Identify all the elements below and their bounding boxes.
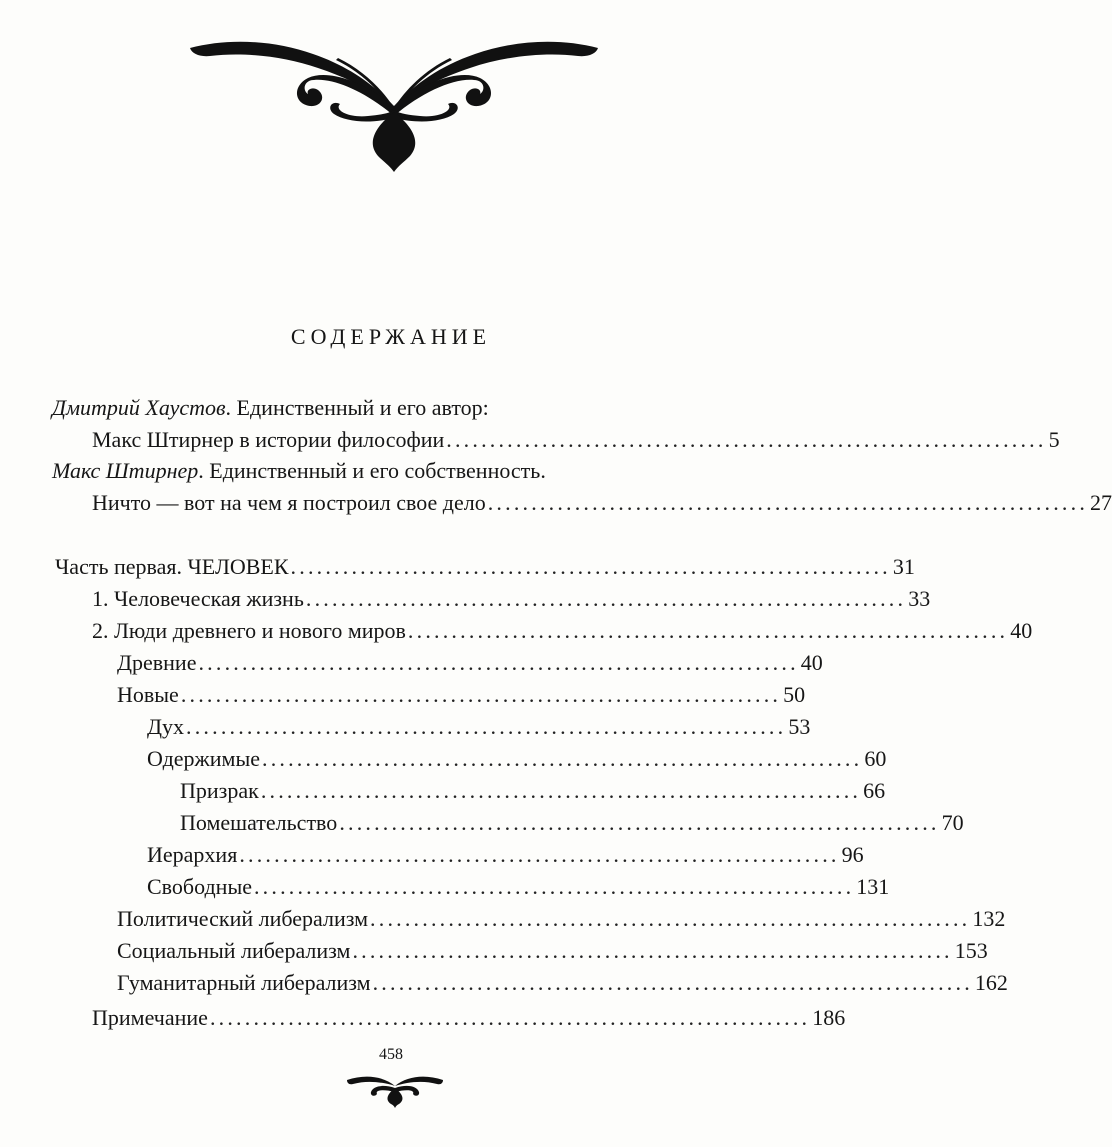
dot-leader: ..................................................................... — [260, 778, 862, 803]
entry-page: 50 — [783, 682, 806, 707]
page-title: СОДЕРЖАНИЕ — [290, 324, 492, 349]
entry-title: 2. Люди древнего и нового миров — [92, 618, 406, 643]
dot-leader: ..................................................................... — [352, 938, 953, 963]
entry-title: Помешательство — [180, 810, 338, 835]
dot-leader: ..................................................................... — [370, 906, 971, 931]
toc-entry — [117, 904, 1006, 934]
toc-entry — [117, 968, 1008, 998]
dot-leader: ..................................................................... — [180, 682, 782, 707]
dot-leader: ..................................................................... — [305, 586, 907, 611]
toc-entry-intro-author-2 — [52, 456, 726, 486]
toc-entry — [92, 616, 1033, 646]
entry-title: Политический либерализм — [117, 906, 369, 931]
toc-entry — [147, 840, 864, 870]
entry-page: 31 — [892, 554, 915, 579]
dot-leader: ..................................................................... — [262, 746, 863, 771]
toc-entry-intro-1 — [92, 425, 1060, 455]
entry-title: Ничто — вот на чем я построил свое дело — [92, 490, 486, 515]
entry-title: Часть первая. ЧЕЛОВЕК — [55, 554, 289, 579]
author-name: Макс Штирнер — [52, 458, 199, 483]
entry-title: Свободные — [147, 874, 252, 899]
entry-page: 40 — [1010, 618, 1033, 643]
toc-entry-intro-author-1 — [52, 393, 726, 423]
toc-entry — [117, 680, 806, 710]
entry-title: Древние — [117, 650, 197, 675]
entry-page: 162 — [974, 970, 1008, 995]
dot-leader: ..................................................................... — [407, 618, 1009, 643]
dot-leader: ..................................................................... — [372, 970, 973, 995]
entry-title: Одержимые — [147, 746, 260, 771]
dot-leader: ..................................................................... — [209, 1005, 811, 1030]
entry-title: Социальный либерализм — [117, 938, 351, 963]
dot-leader: ..................................................................... — [487, 490, 1089, 515]
dot-leader: ..................................................................... — [186, 714, 787, 739]
entry-page: 153 — [954, 938, 988, 963]
entry-title: Призрак — [180, 778, 259, 803]
entry-title: Новые — [117, 682, 179, 707]
entry-page: 131 — [856, 874, 890, 899]
entry-page: 66 — [863, 778, 886, 803]
entry-title: Дух — [147, 714, 185, 739]
toc-entry — [92, 584, 931, 614]
entry-title: Иерархия — [147, 842, 238, 867]
toc-entry-intro-2 — [92, 488, 1112, 518]
dot-leader: ..................................................................... — [290, 554, 891, 579]
entry-page: 33 — [908, 586, 931, 611]
entry-page: 27 — [1090, 490, 1112, 515]
dot-leader: ..................................................................... — [339, 810, 940, 835]
flourish-ornament-icon — [188, 30, 600, 172]
dot-leader: ..................................................................... — [253, 874, 855, 899]
entry-page: 96 — [841, 842, 864, 867]
toc-entry — [147, 872, 890, 902]
toc-entry — [147, 712, 811, 742]
entry-page: 53 — [788, 714, 811, 739]
toc-entry — [180, 808, 964, 838]
entry-page: 5 — [1048, 427, 1060, 452]
entry-title: . Единственный и его автор: — [225, 395, 489, 420]
toc-entry — [92, 1003, 846, 1033]
toc-entry — [117, 648, 823, 678]
toc-entry — [147, 744, 887, 774]
entry-page: 70 — [941, 810, 964, 835]
small-flourish-ornament-icon — [345, 1064, 445, 1108]
entry-title: 1. Человеческая жизнь — [92, 586, 304, 611]
page-number: 458 — [379, 1046, 403, 1063]
entry-title: . Единственный и его собственность. — [198, 458, 546, 483]
toc-entry — [117, 936, 988, 966]
dot-leader: ..................................................................... — [239, 842, 840, 867]
entry-page: 40 — [800, 650, 823, 675]
entry-page: 132 — [972, 906, 1006, 931]
entry-title: Примечание — [92, 1005, 208, 1030]
dot-leader: ..................................................................... — [446, 427, 1047, 452]
author-name: Дмитрий Хаустов — [52, 395, 226, 420]
dot-leader: ..................................................................... — [198, 650, 799, 675]
entry-page: 186 — [812, 1005, 846, 1030]
entry-title: Гуманитарный либерализм — [117, 970, 371, 995]
entry-page: 60 — [864, 746, 887, 771]
toc-entry — [180, 776, 886, 806]
toc-entry — [55, 552, 915, 582]
entry-title: Макс Штирнер в истории философии — [92, 427, 445, 452]
